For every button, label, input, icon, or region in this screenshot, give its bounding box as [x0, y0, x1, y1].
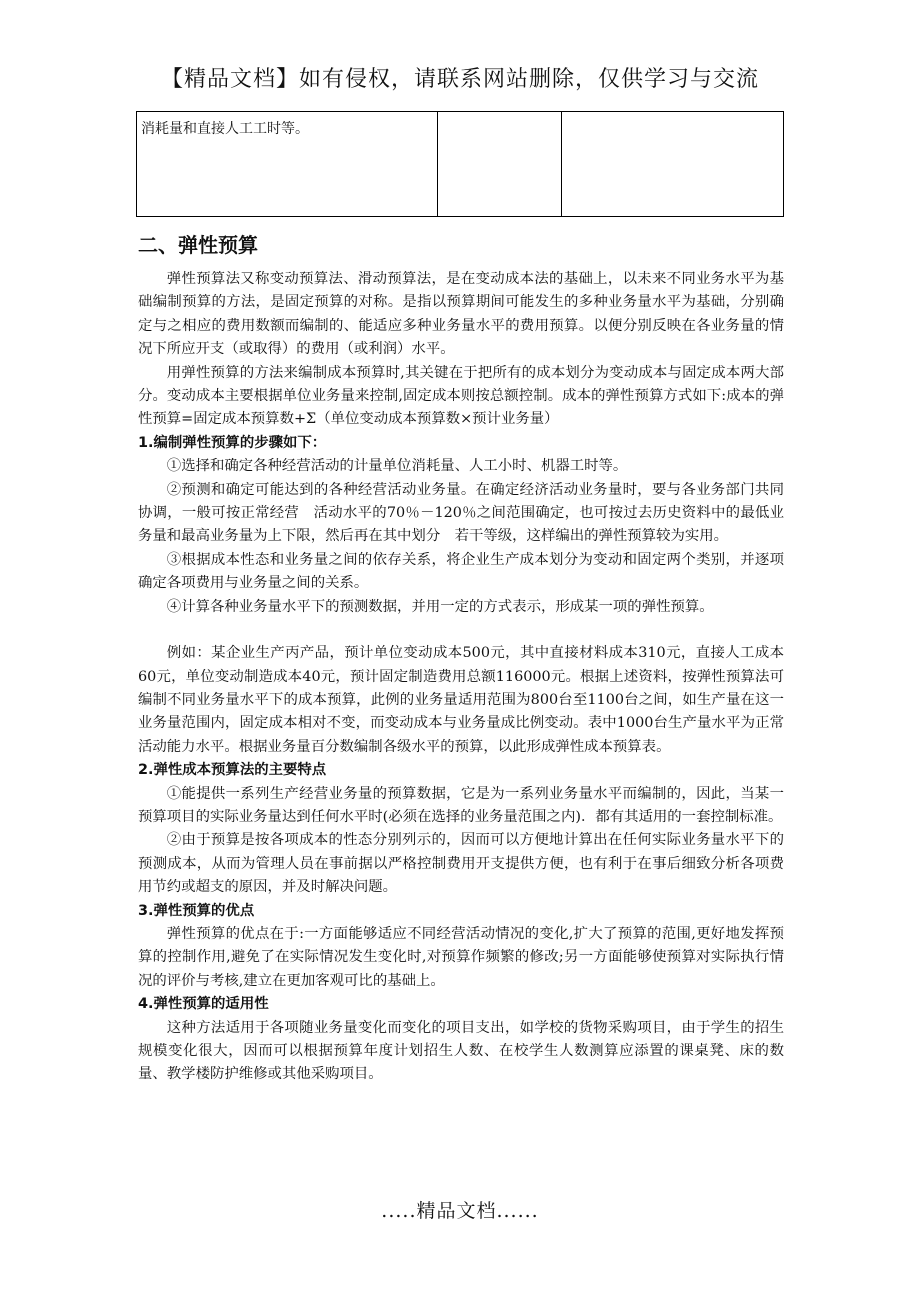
step-item: ③根据成本性态和业务量之间的依存关系，将企业生产成本划分为变动和固定两个类别，并逐项确定各项费用与业务量之间的关系。	[138, 551, 784, 592]
intro-paragraph: 用弹性预算的方法来编制成本预算时,其关键在于把所有的成本划分为变动成本与固定成本两大部分。变动成本主要根据单位业务量来控制,固定成本则按总额控制。成本的弹性预算方式如下:成本的弹性预算=固定成本预算数+Σ（单位变动成本预算数×预计业务量）	[138, 364, 784, 428]
feature-item: ②由于预算是按各项成本的性态分别列示的，因而可以方便地计算出在任何实际业务量水平下的预测成本，从而为管理人员在事前据以严格控制费用开支提供方便，也有利于在事后细致分析各项费用节约或超支的原因，并及时解决问题。	[138, 832, 784, 896]
table-cell	[562, 112, 784, 217]
budget-table-fragment	[136, 111, 784, 217]
blank-line	[138, 619, 784, 642]
table-cell	[438, 112, 562, 217]
footer-banner: .....精品文档......	[381, 1200, 539, 1222]
subsection-heading: 3.弹性预算的优点	[138, 902, 255, 919]
step-item: ④计算各种业务量水平下的预测数据，并用一定的方式表示，形成某一项的弹性预算。	[166, 598, 714, 615]
section-title: 二、弹性预算	[138, 233, 258, 257]
step-item: ②预测和确定可能达到的各种经营活动业务量。在确定经济活动业务量时，要与各业务部门共同协调，一般可按正常经营 活动水平的70％－120％之间范围确定，也可按过去历史资料中的最低业务量和最高业务量为上下限，然后再在其中划分 若干等级，这样编出的弹性预算较为实用。	[138, 481, 784, 545]
table-row	[137, 112, 784, 217]
applicability-paragraph: 这种方法适用于各项随业务量变化而变化的项目支出，如学校的货物采购项目，由于学生的招生规模变化很大，因而可以根据预算年度计划招生人数、在校学生人数测算应添置的课桌凳、床的数量、教学楼防护维修或其他采购项目。	[138, 1019, 784, 1083]
advantages-paragraph: 弹性预算的优点在于:一方面能够适应不同经营活动情况的变化,扩大了预算的范围,更好地发挥预算的控制作用,避免了在实际情况发生变化时,对预算作频繁的修改;另一方面能够使预算对实际执行情况的评价与考核,建立在更加客观可比的基础上。	[138, 925, 784, 989]
subsection-heading: 2.弹性成本预算法的主要特点	[138, 762, 327, 779]
subsection-heading: 1.编制弹性预算的步骤如下：	[138, 434, 327, 451]
example-paragraph: 例如：某企业生产丙产品，预计单位变动成本500元，其中直接材料成本310元，直接人工成本60元，单位变动制造成本40元，预计固定制造费用总额116000元。根据上述资料，按弹性预算法可编制不同业务量水平下的成本预算，此例的业务量适用范围为800台至1100台之间，如生产量在这一业务量范围内，固定成本相对不变，而变动成本与业务量成比例变动。表中1000台生产量水平为正常活动能力水平。根据业务量百分数编制各级水平的预算，以此形成弹性成本预算表。	[138, 645, 784, 755]
header-banner: 【精品文档】如有侵权，请联系网站删除，仅供学习与交流	[160, 67, 759, 92]
main-content	[138, 226, 784, 1087]
subsection-heading: 4.弹性预算的适用性	[138, 996, 269, 1013]
intro-paragraph: 弹性预算法又称变动预算法、滑动预算法，是在变动成本法的基础上，以未来不同业务水平为基础编制预算的方法，是固定预算的对称。是指以预算期间可能发生的多种业务量水平为基础，分别确定与之相应的费用数额而编制的、能适应多种业务量水平的费用预算。以便分别反映在各业务量的情况下所应开支（或取得）的费用（或利润）水平。	[138, 271, 784, 358]
table-cell: 消耗量和直接人工工时等。	[137, 112, 438, 217]
step-item: ①选择和确定各种经营活动的计量单位消耗量、人工小时、机器工时等。	[166, 458, 628, 475]
feature-item: ①能提供一系列生产经营业务量的预算数据，它是为一系列业务量水平而编制的，因此，当某一预算项目的实际业务量达到任何水平时(必须在选择的业务量范围之内)．都有其适用的一套控制标准。	[138, 785, 784, 825]
